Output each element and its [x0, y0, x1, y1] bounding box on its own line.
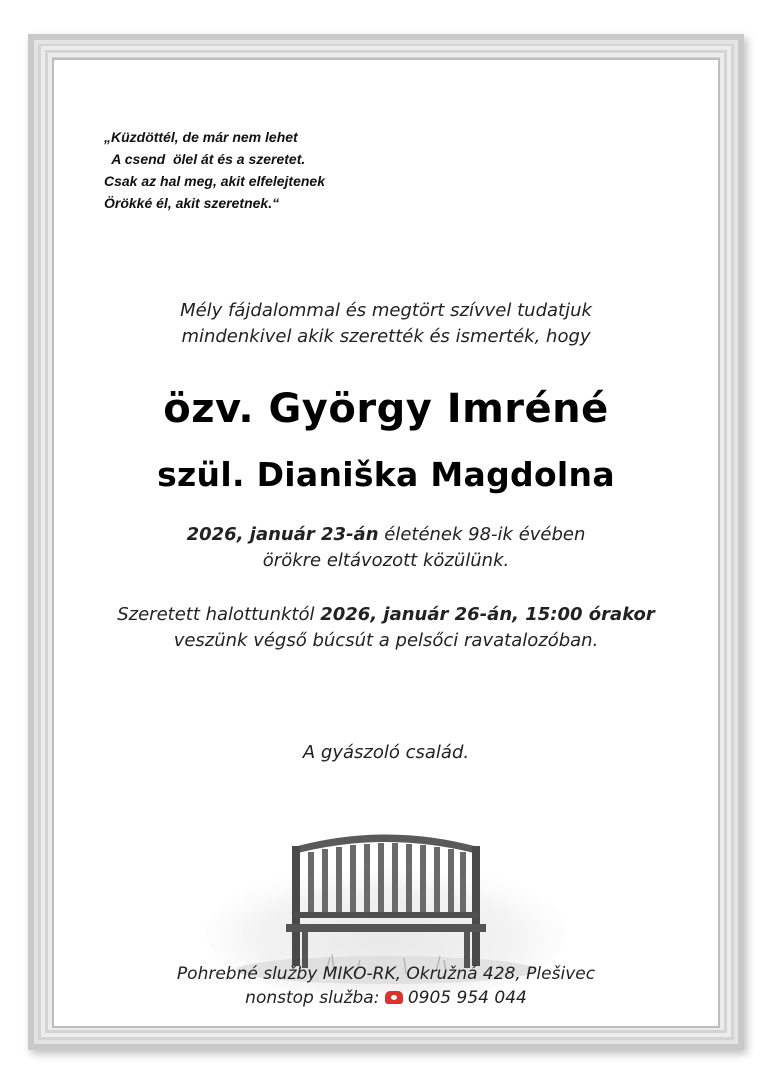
family-signature: A gyászoló család.	[302, 742, 470, 763]
poem	[104, 126, 325, 214]
phone-number[interactable]: 0905 954 044	[407, 988, 527, 1008]
obituary-content	[56, 62, 716, 1024]
poem-line: Örökké él, akit szeretnek.“	[104, 195, 280, 211]
funeral-prefix: Szeretett halottunktól	[117, 604, 321, 625]
funeral-line-2: veszünk végső búcsút a pelsőci ravatalozóban.	[173, 630, 599, 651]
service-label: nonstop služba:	[245, 988, 385, 1008]
intro-text	[56, 298, 716, 350]
funeral-service-contact	[56, 986, 716, 1010]
funeral-notice	[56, 602, 716, 654]
intro-line-1: Mély fájdalommal és megtört szívvel tudatjuk	[180, 300, 592, 321]
funeral-service-address: Pohrebné služby MIKO-RK, Okružná 428, Plešivec	[176, 964, 596, 984]
poem-line: „Küzdöttél, de már nem lehet	[104, 129, 298, 145]
deceased-name: özv. György Imréné	[163, 386, 609, 432]
funeral-datetime: 2026, január 26-án, 15:00 órakor	[320, 604, 655, 625]
death-date: 2026, január 23-án	[186, 524, 379, 545]
funeral-service-footer	[56, 962, 716, 1010]
poem-line: A csend ölel át és a szeretet.	[104, 151, 306, 167]
death-line-1	[56, 522, 716, 548]
poem-line: Csak az hal meg, akit elfelejtenek	[104, 173, 325, 189]
funeral-line-1	[56, 602, 716, 628]
deceased-maiden-name: szül. Dianiška Magdolna	[157, 455, 615, 494]
death-line-2: örökre eltávozott közülünk.	[262, 550, 510, 571]
phone-icon	[385, 991, 403, 1004]
death-age-text: életének 98-ik évében	[378, 524, 586, 545]
intro-line-2: mindenkivel akik szerették és ismerték, hogy	[181, 326, 591, 347]
death-notice	[56, 522, 716, 574]
